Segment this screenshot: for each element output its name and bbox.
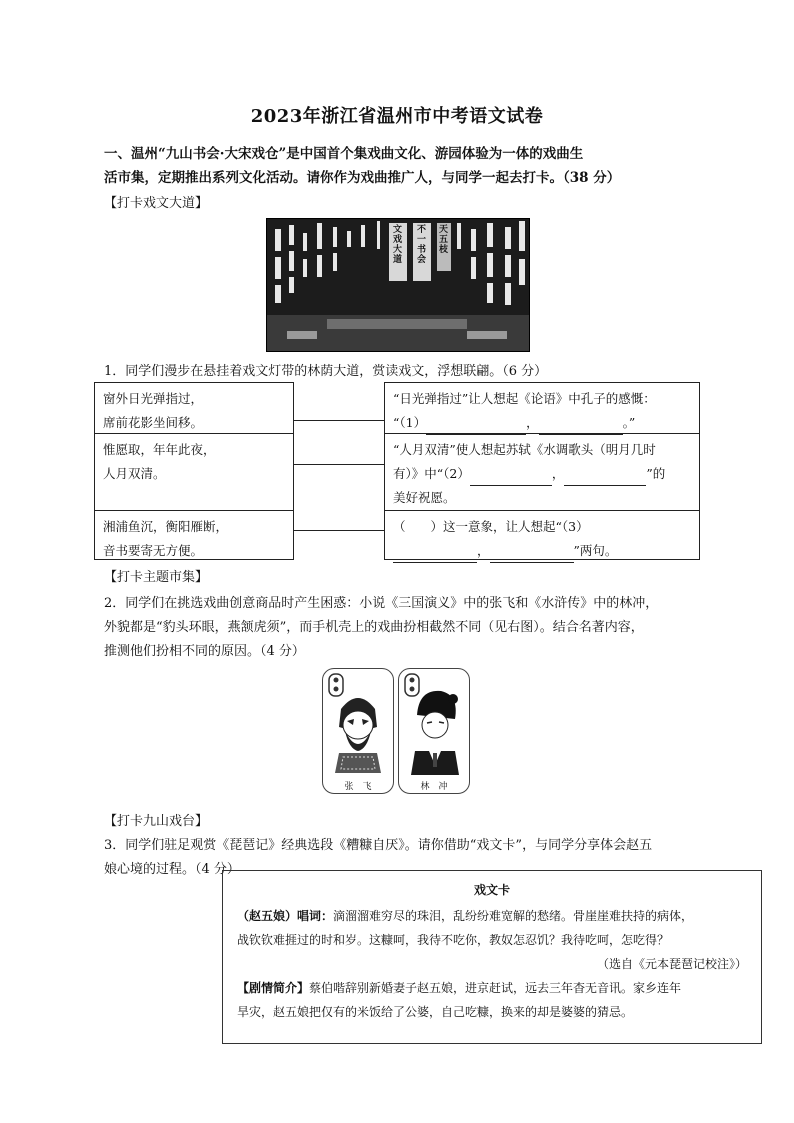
caption-zhangfei: 张 飞 (344, 782, 372, 792)
card-plot-line2: 旱灾，赵五娘把仅有的米饭给了公婆，自己吃糠，换来的却是婆婆的猜忌。 (237, 1005, 634, 1019)
poem-3-line2: 音书要寄无方便。 (103, 543, 204, 558)
poem-box-2 (94, 433, 294, 511)
blank-field[interactable] (490, 548, 574, 563)
photo-sign-char: 天 (439, 225, 449, 235)
connector-line (294, 420, 384, 421)
comma: ， (477, 543, 490, 558)
connector-line (294, 530, 384, 531)
photo-sign-char: 大 (393, 245, 403, 255)
answer-2-prefix: 有）》中“（2） (393, 466, 470, 481)
answer-box-3 (384, 510, 700, 560)
photo-sign-char: 书 (417, 245, 427, 255)
closing-quote: 。” (622, 415, 636, 430)
answer-1-line1: “日光弹指过”让人想起《论语》中孔子的感慨： (393, 391, 656, 406)
phone-case-linchong (398, 668, 470, 794)
poem-2-line1: 惟愿取，年年此夜， (103, 442, 216, 457)
caption-linchong: 林 冲 (420, 782, 448, 792)
photo-sign-char: 戏 (393, 235, 403, 245)
section1-intro-line1: 一、温州“九山书会·大宋戏仓”是中国首个集戏曲文化、游园体验为一体的戏曲生 (104, 146, 584, 162)
q1-prompt: 1．同学们漫步在悬挂着戏文灯带的林荫大道，赏读戏文，浮想联翩。（6 分） (104, 364, 548, 379)
poem-1-line1: 窗外日光弹指过， (103, 391, 204, 406)
closing-quote: ”的 (646, 466, 666, 481)
blank-field[interactable] (564, 471, 646, 486)
section1-intro-line2: 活市集，定期推出系列文化活动。请你作为戏曲推广人，与同学一起去打卡。（38 分） (104, 170, 621, 186)
zhangfei-opera-mask-icon (323, 669, 393, 793)
blank-field[interactable] (393, 548, 477, 563)
q2-line3: 推测他们扮相不同的原因。（4 分） (104, 644, 305, 659)
answer-1-prefix: “（1） (393, 415, 427, 430)
photo-sign-char: 不 (417, 225, 427, 235)
checkin-heading-3: 【打卡九山戏台】 (104, 814, 209, 829)
comma: ， (551, 466, 565, 481)
checkin-heading-2: 【打卡主题市集】 (104, 570, 209, 585)
card-lyrics-line2: 战钦钦难捱过的时和岁。这糠呵，我待不吃你，教奴怎忍饥？我待吃呵，怎吃得？ (237, 933, 670, 947)
photo-sign-char: 五 (439, 235, 449, 245)
card-source: （选自《元本琵琶记校注》） (596, 957, 747, 971)
card-plot-label: 【剧情简介】 (237, 981, 310, 995)
answer-box-2 (384, 433, 700, 511)
poem-box-1 (94, 382, 294, 434)
q3-line1: 3．同学们驻足观赏《琵琶记》经典选段《糟糠自厌》。请你借助“戏文卡”，与同学分享体会赵五 (104, 838, 653, 853)
blank-field[interactable] (470, 471, 552, 486)
connector-line (294, 464, 384, 465)
opera-card (222, 870, 762, 1044)
card-title: 戏文卡 (473, 883, 510, 897)
phone-case-zhangfei (322, 668, 394, 794)
answer-2-line1: “人月双清”使人想起苏轼《水调歌头（明月几时 (393, 442, 656, 457)
comma: ， (526, 415, 539, 430)
q3-line2: 娘心境的过程。（4 分） (104, 862, 240, 877)
photo-sign-char: 一 (417, 235, 427, 245)
photo-sign-char: 枝 (439, 245, 449, 255)
q2-line1: 2．同学们在挑选戏曲创意商品时产生困惑：小说《三国演义》中的张飞和《水浒传》中的林冲， (104, 596, 659, 611)
lantern-street-photo (266, 218, 530, 352)
card-lyrics-label: （赵五娘）唱词： (237, 909, 334, 923)
poem-box-3 (94, 510, 294, 560)
card-lyrics-text: 滴溜溜难穷尽的珠泪，乱纷纷难宽解的愁绪。骨崖崖难扶持的病体， (333, 909, 694, 923)
exam-title: 2023年浙江省温州市中考语文试卷 (250, 106, 544, 127)
checkin-heading-1: 【打卡戏文大道】 (104, 196, 209, 211)
photo-sign-char: 会 (417, 255, 427, 265)
linchong-opera-figure-icon (399, 669, 469, 793)
poem-2-line2: 人月双清。 (103, 466, 166, 481)
photo-sign-char: 道 (393, 255, 403, 265)
answer-box-1 (384, 382, 700, 434)
card-plot-text: 蔡伯喈辞别新婚妻子赵五娘，进京赶试，远去三年杳无音讯。家乡连年 (309, 981, 682, 995)
answer-2-line3: 美好祝愿。 (393, 490, 456, 505)
poem-1-line2: 席前花影坐间移。 (103, 415, 204, 430)
poem-3-line1: 湘浦鱼沉，衡阳雁断， (103, 519, 229, 534)
photo-sign-char: 文 (393, 225, 403, 235)
closing-quote: ”两句。 (573, 543, 618, 558)
answer-3-line1: （ ）这一意象，让人想起“（3） (393, 519, 589, 534)
q2-line2: 外貌都是“豹头环眼，燕颔虎须”，而手机壳上的戏曲扮相截然不同（见右图）。结合名著内容， (104, 620, 644, 635)
